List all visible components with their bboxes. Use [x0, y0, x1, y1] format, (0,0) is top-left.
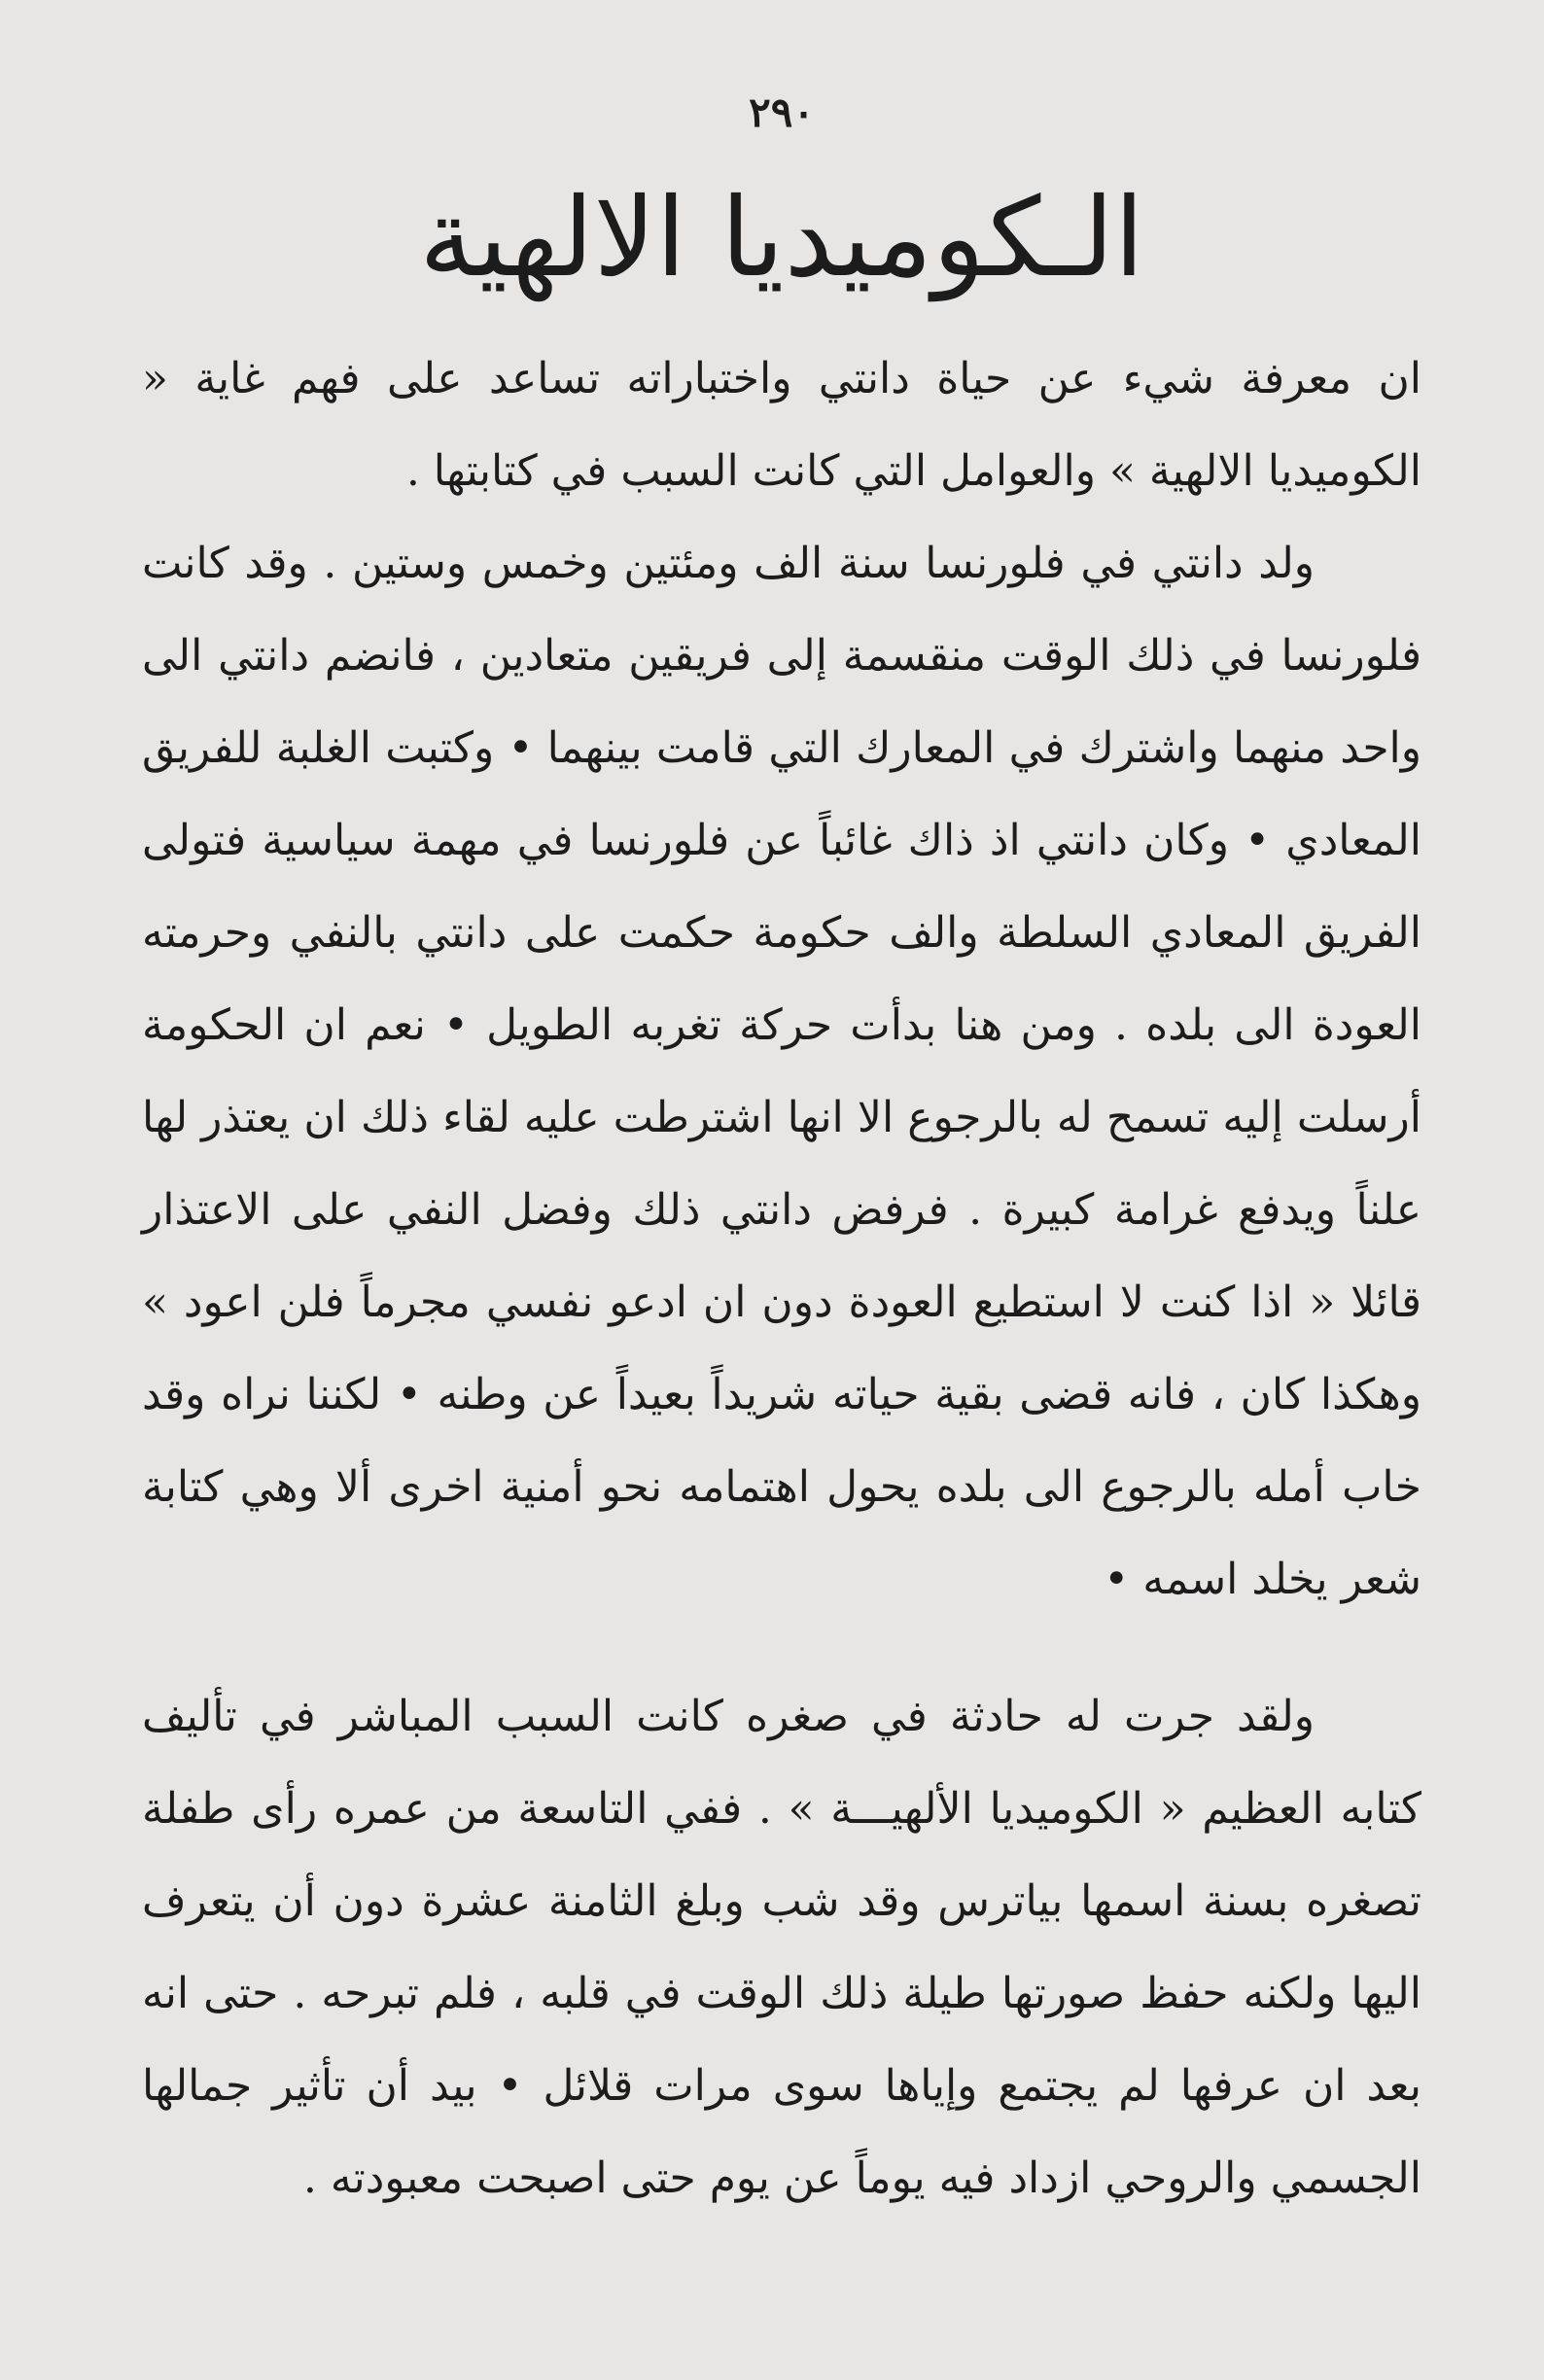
paragraph-biography: ولد دانتي في فلورنسا سنة الف ومئتين وخمس وستين . وقد كانت فلورنسا في ذلك الوقت منقسمة إلى فريقين متعادين ، فانضم دانتي الى واحد منهما واشترك في المعارك التي قامت بينهما • وكتبت الغلبة للفريق المعادي • وكان دانتي اذ ذاك غائباً عن فلورنسا في مهمة سياسية فتولى الفريق المعادي السلطة والف حكومة حكمت على دانتي بالنفي وحرمته العودة الى بلده . ومن هنا بدأت حركة تغربه الطويل • نعم ان الحكومة أرسلت إليه تسمح له بالرجوع الا انها اشترطت عليه لقاء ذلك ان يعتذر لها علناً ويدفع غرامة كبيرة . فرفض دانتي ذلك وفضل النفي على الاعتذار قائلا « اذا كنت لا استطيع العودة دون ان ادعو نفسي مجرماً فلن اعود » وهكذا كان ، فانه قضى بقية حياته شريداً بعيداً عن وطنه • لكننا نراه وقد خاب أمله بالرجوع الى بلده يحول اهتمامه نحو أمنية اخرى ألا وهي كتابة شعر يخلد اسمه •	[142, 539, 1421, 1604]
paragraph-intro: ان معرفة شيء عن حياة دانتي واختباراته تساعد على فهم غاية « الكوميديا الالهية » والعوامل التي كانت السبب في كتابتها .	[142, 354, 1421, 496]
chapter-title: الـكوميديا الالهية	[419, 175, 1144, 301]
page-number: ٢٩٠	[749, 88, 815, 136]
paragraph-beatrice: ولقد جرت له حادثة في صغره كانت السبب المباشر في تأليف كتابه العظيم « الكوميديا الألهيـــة » . ففي التاسعة من عمره رأى طفلة تصغره بسنة اسمها بياترس وقد شب وبلغ الثامنة عشرة دون أن يتعرف اليها ولكنه حفظ صورتها طيلة ذلك الوقت في قلبه ، فلم تبرحه . حتى انه بعد ان عرفها لم يجتمع وإياها سوى مرات قلائل • بيد أن تأثير جمالها الجسمي والروحي ازداد فيه يوماً عن يوم حتى اصبحت معبودته .	[142, 1692, 1421, 2203]
